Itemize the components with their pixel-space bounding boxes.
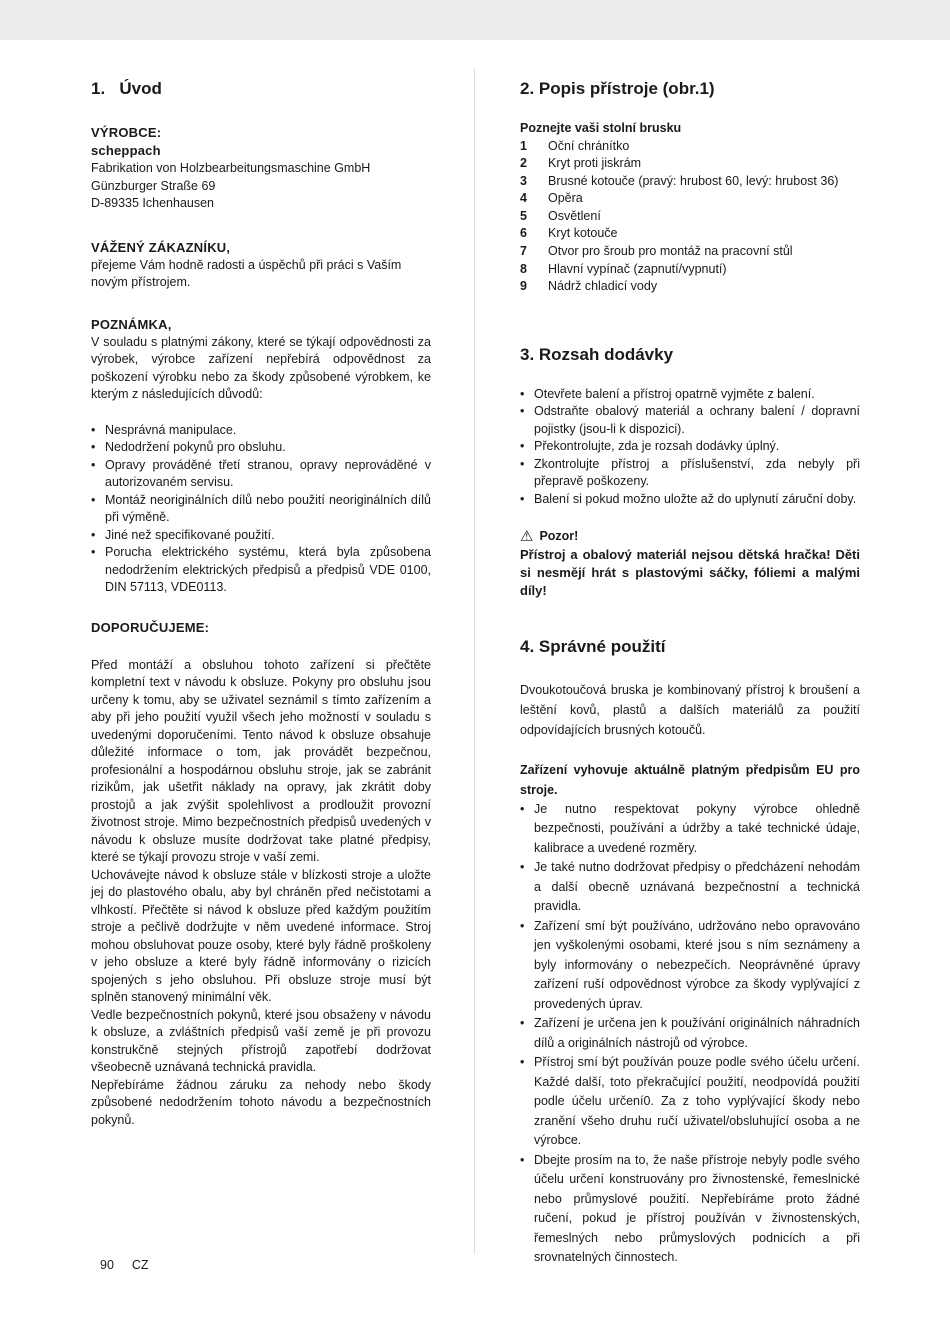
warning-label: Pozor! bbox=[539, 529, 579, 544]
part-number: 7 bbox=[520, 244, 527, 259]
part-number: 4 bbox=[520, 191, 527, 206]
part-label: Brusné kotouče (pravý: hrubost 60, levý: hrubost 36) bbox=[548, 173, 839, 188]
page-number: 90 bbox=[100, 1258, 114, 1272]
part-item bbox=[520, 138, 860, 156]
part-number: 3 bbox=[520, 173, 527, 188]
part-number: 8 bbox=[520, 261, 527, 276]
list-item: • Zařízení je určena jen k používání originálních náhradních dílů a originálních nástrojů od výrobce. bbox=[520, 1014, 860, 1053]
part-label: Kryt kotouče bbox=[548, 226, 618, 241]
part-number: 1 bbox=[520, 138, 527, 153]
warning-heading bbox=[520, 528, 860, 546]
list-item: • Jiné než specifikované použití. bbox=[91, 527, 431, 545]
part-label: Oční chránítko bbox=[548, 138, 630, 153]
part-label: Hlavní vypínač (zapnutí/vypnutí) bbox=[548, 261, 727, 276]
column-divider bbox=[474, 68, 475, 1254]
list-item: • Nedodržení pokynů pro obsluhu. bbox=[91, 439, 431, 457]
part-item bbox=[520, 261, 860, 279]
right-column bbox=[520, 78, 860, 1268]
scope-list bbox=[520, 386, 860, 509]
list-item: • Je nutno respektovat pokyny výrobce ohledně bezpečnosti, používání a údržby a také technické údaje, kalibrace a uvedené rozměry. bbox=[520, 800, 860, 859]
language-code: CZ bbox=[131, 1258, 149, 1272]
recommend-paragraph: Vedle bezpečnostních pokynů, které jsou obsaženy v návodu k obsluze, a zvláštních předpisů vaší země je při provozu konstrukčně stejných přístrojů zapotřebí dodržovat všeobecně uznávaná technická pravidla. bbox=[91, 1007, 431, 1074]
list-item: • Zařízení smí být používáno, udržováno nebo opravováno jen vyškolenými osobami, které jsou s ním seznámeny a byly informovány o nebezpečích. Neoprávněné úpravy zařízení ruší odpovědnost výrobce za škody vyplývající z provedených úprav. bbox=[520, 917, 860, 1015]
maker-line: Günzburger Straße 69 bbox=[91, 178, 216, 193]
list-item: • Dbejte prosím na to, že naše přístroje nebyly podle svého účelu určení konstruovány pro živnostenské, řemeslnické nebo průmyslové použití. Nepřebíráme proto žádné ručení, pokud je přístroj používán v živnostenských, řemeslných nebo průmyslových podnicích a při srovnatelných činnostech. bbox=[520, 1151, 860, 1268]
maker-line: D-89335 Ichenhausen bbox=[91, 196, 215, 210]
warning-text: Přístroj a obalový materiál nejsou dětská hračka! Děti si nesmějí hrát s plastovými sáčky, fóliemi a malými díly! bbox=[520, 546, 860, 598]
list-item: • Zkontrolujte přístroj a příslušenství, zda nebyly při přepravě poškozeny. bbox=[520, 456, 860, 491]
part-item bbox=[520, 278, 860, 296]
list-item: • Opravy prováděné třetí stranou, opravy neprováděné v autorizovaném servisu. bbox=[91, 457, 431, 492]
description-heading: 2. Popis přístroje (obr.1) bbox=[520, 79, 715, 98]
part-number: 2 bbox=[520, 156, 527, 171]
parts-list bbox=[520, 138, 860, 296]
usage-statement: Zařízení vyhovuje aktuálně platným předpisům EU pro stroje. bbox=[520, 762, 860, 797]
warning-triangle-icon: ⚠ bbox=[520, 528, 534, 546]
left-column bbox=[91, 78, 431, 1129]
list-item: • Montáž neoriginálních dílů nebo použití neoriginálních dílů při výměně. bbox=[91, 492, 431, 527]
recommend-paragraph: Nepřebíráme žádnou záruku za nehody nebo škody způsobené nedodržením tohoto návodu a bezpečnostních pokynů. bbox=[91, 1077, 431, 1127]
recommend-label: DOPORUČUJEME: bbox=[91, 619, 210, 635]
part-item bbox=[520, 155, 860, 173]
scope-heading: 3. Rozsah dodávky bbox=[520, 344, 674, 364]
part-item bbox=[520, 173, 860, 191]
page-footer bbox=[100, 1258, 149, 1272]
note-text: V souladu s platnými zákony, které se týkají odpovědnosti za výrobek, výrobce zařízení nepřebírá odpovědnost za poškození výrobku nebo za škody způsobené výrobkem, ke kterým z následujících důvodů: bbox=[91, 334, 431, 401]
note-label: POZNÁMKA, bbox=[91, 316, 172, 332]
note-list bbox=[91, 422, 431, 597]
part-number: 6 bbox=[520, 226, 527, 241]
customer-label: VÁŽENÝ ZÁKAZNÍKU, bbox=[91, 239, 231, 255]
list-item: • Je také nutno dodržovat předpisy o předcházení nehodám a další obecně uznávaná bezpečnostní a technická pravidla. bbox=[520, 858, 860, 917]
description-subtitle: Poznejte vaši stolní brusku bbox=[520, 121, 682, 135]
list-item: • Otevřete balení a přístroj opatrně vyjměte z balení. bbox=[520, 386, 860, 404]
maker-label: VÝROBCE: bbox=[91, 125, 162, 140]
recommend-paragraph: Uchovávejte návod k obsluze stále v blízkosti stroje a uložte jej do plastového obalu, aby byl chráněn před nečistotami a vlhkostí. Přečtěte si návod k obsluze před každým použitím stroje a pečlivě dodržujte v něm uvedené informace. Stroj mohou obsluhovat pouze osoby, které byly řádně proškoleny v jeho obsluze a které byly řádně informovány o rizicích spojených s jeho obsluhou. Při obsluze stroje musí být splněn stanovený minimální věk. bbox=[91, 867, 431, 1004]
recommend-paragraph: Před montáží a obsluhou tohoto zařízení si přečtěte kompletní text v návodu k obsluze. Pokyny pro obsluhu jsou určeny k tomu, aby se uživatel seznámil s tímto zařízením a aby při jeho použití využil všech jeho možností v souladu s uvedenými doporučeními. Tento návod k obsluze obsahuje důležité informace o tom, jak provádět bezpečnou, profesionální a hospodárnou obsluhu stroje, jak se zabránit rizikům, jak ušetřit náklady na opravy, jak zkrátit doby prostojů a jak zvýšit spolehlivost a prodloužit provozní životnost stroje. Mimo bezpečnostních předpisů uvedených v návodu k obsluze musíte dodržovat take platné předpisy, které se týkají provozu stroje v vaší zemi. bbox=[91, 657, 431, 864]
part-label: Opěra bbox=[548, 191, 583, 206]
part-item bbox=[520, 208, 860, 226]
part-item bbox=[520, 243, 860, 261]
usage-list bbox=[520, 800, 860, 1268]
part-label: Osvětlení bbox=[548, 208, 601, 223]
list-item: • Porucha elektrického systému, která byla způsobena nedodržením elektrických předpisů a předpisů VDE 0100, DIN 57113, VDE0113. bbox=[91, 544, 431, 597]
list-item: • Odstraňte obalový materiál a ochrany balení / dopravní pojistky (jsou-li k dispozici). bbox=[520, 403, 860, 438]
list-item: • Přístroj smí být používán pouze podle svého účelu určení. Každé další, toto překračující použití, neodpovídá použití podle účelu určení0. Za z toho vyplývající škody nebo zranění všeho druhu ručí uživatel/obsluhující osoba a ne výrobce. bbox=[520, 1053, 860, 1151]
part-item bbox=[520, 190, 860, 208]
maker-line: Fabrikation von Holzbearbeitungsmaschine GmbH bbox=[91, 161, 371, 175]
part-number: 9 bbox=[520, 279, 527, 294]
part-item bbox=[520, 225, 860, 243]
top-bar bbox=[0, 0, 950, 40]
usage-heading: 4. Správné použití bbox=[520, 636, 666, 656]
usage-intro: Dvoukotoučová bruska je kombinovaný přístroj k broušení a leštění kovů, plastů a dalších materiálů za použití odpovídajících brusných kotoučů. bbox=[520, 682, 860, 737]
list-item: • Nesprávná manipulace. bbox=[91, 422, 431, 440]
customer-text: přejeme Vám hodně radosti a úspěchů při práci s Vaším novým přístrojem. bbox=[91, 257, 402, 289]
maker-name: scheppach bbox=[91, 143, 161, 158]
part-number: 5 bbox=[520, 208, 527, 223]
part-label: Kryt proti jiskrám bbox=[548, 156, 642, 171]
list-item: • Balení si pokud možno uložte až do uplynutí záruční doby. bbox=[520, 491, 860, 509]
part-label: Otvor pro šroub pro montáž na pracovní stůl bbox=[548, 244, 793, 259]
intro-heading: 1. Úvod bbox=[91, 79, 162, 98]
list-item: • Překontrolujte, zda je rozsah dodávky úplný. bbox=[520, 438, 860, 456]
part-label: Nádrž chladicí vody bbox=[548, 279, 658, 294]
